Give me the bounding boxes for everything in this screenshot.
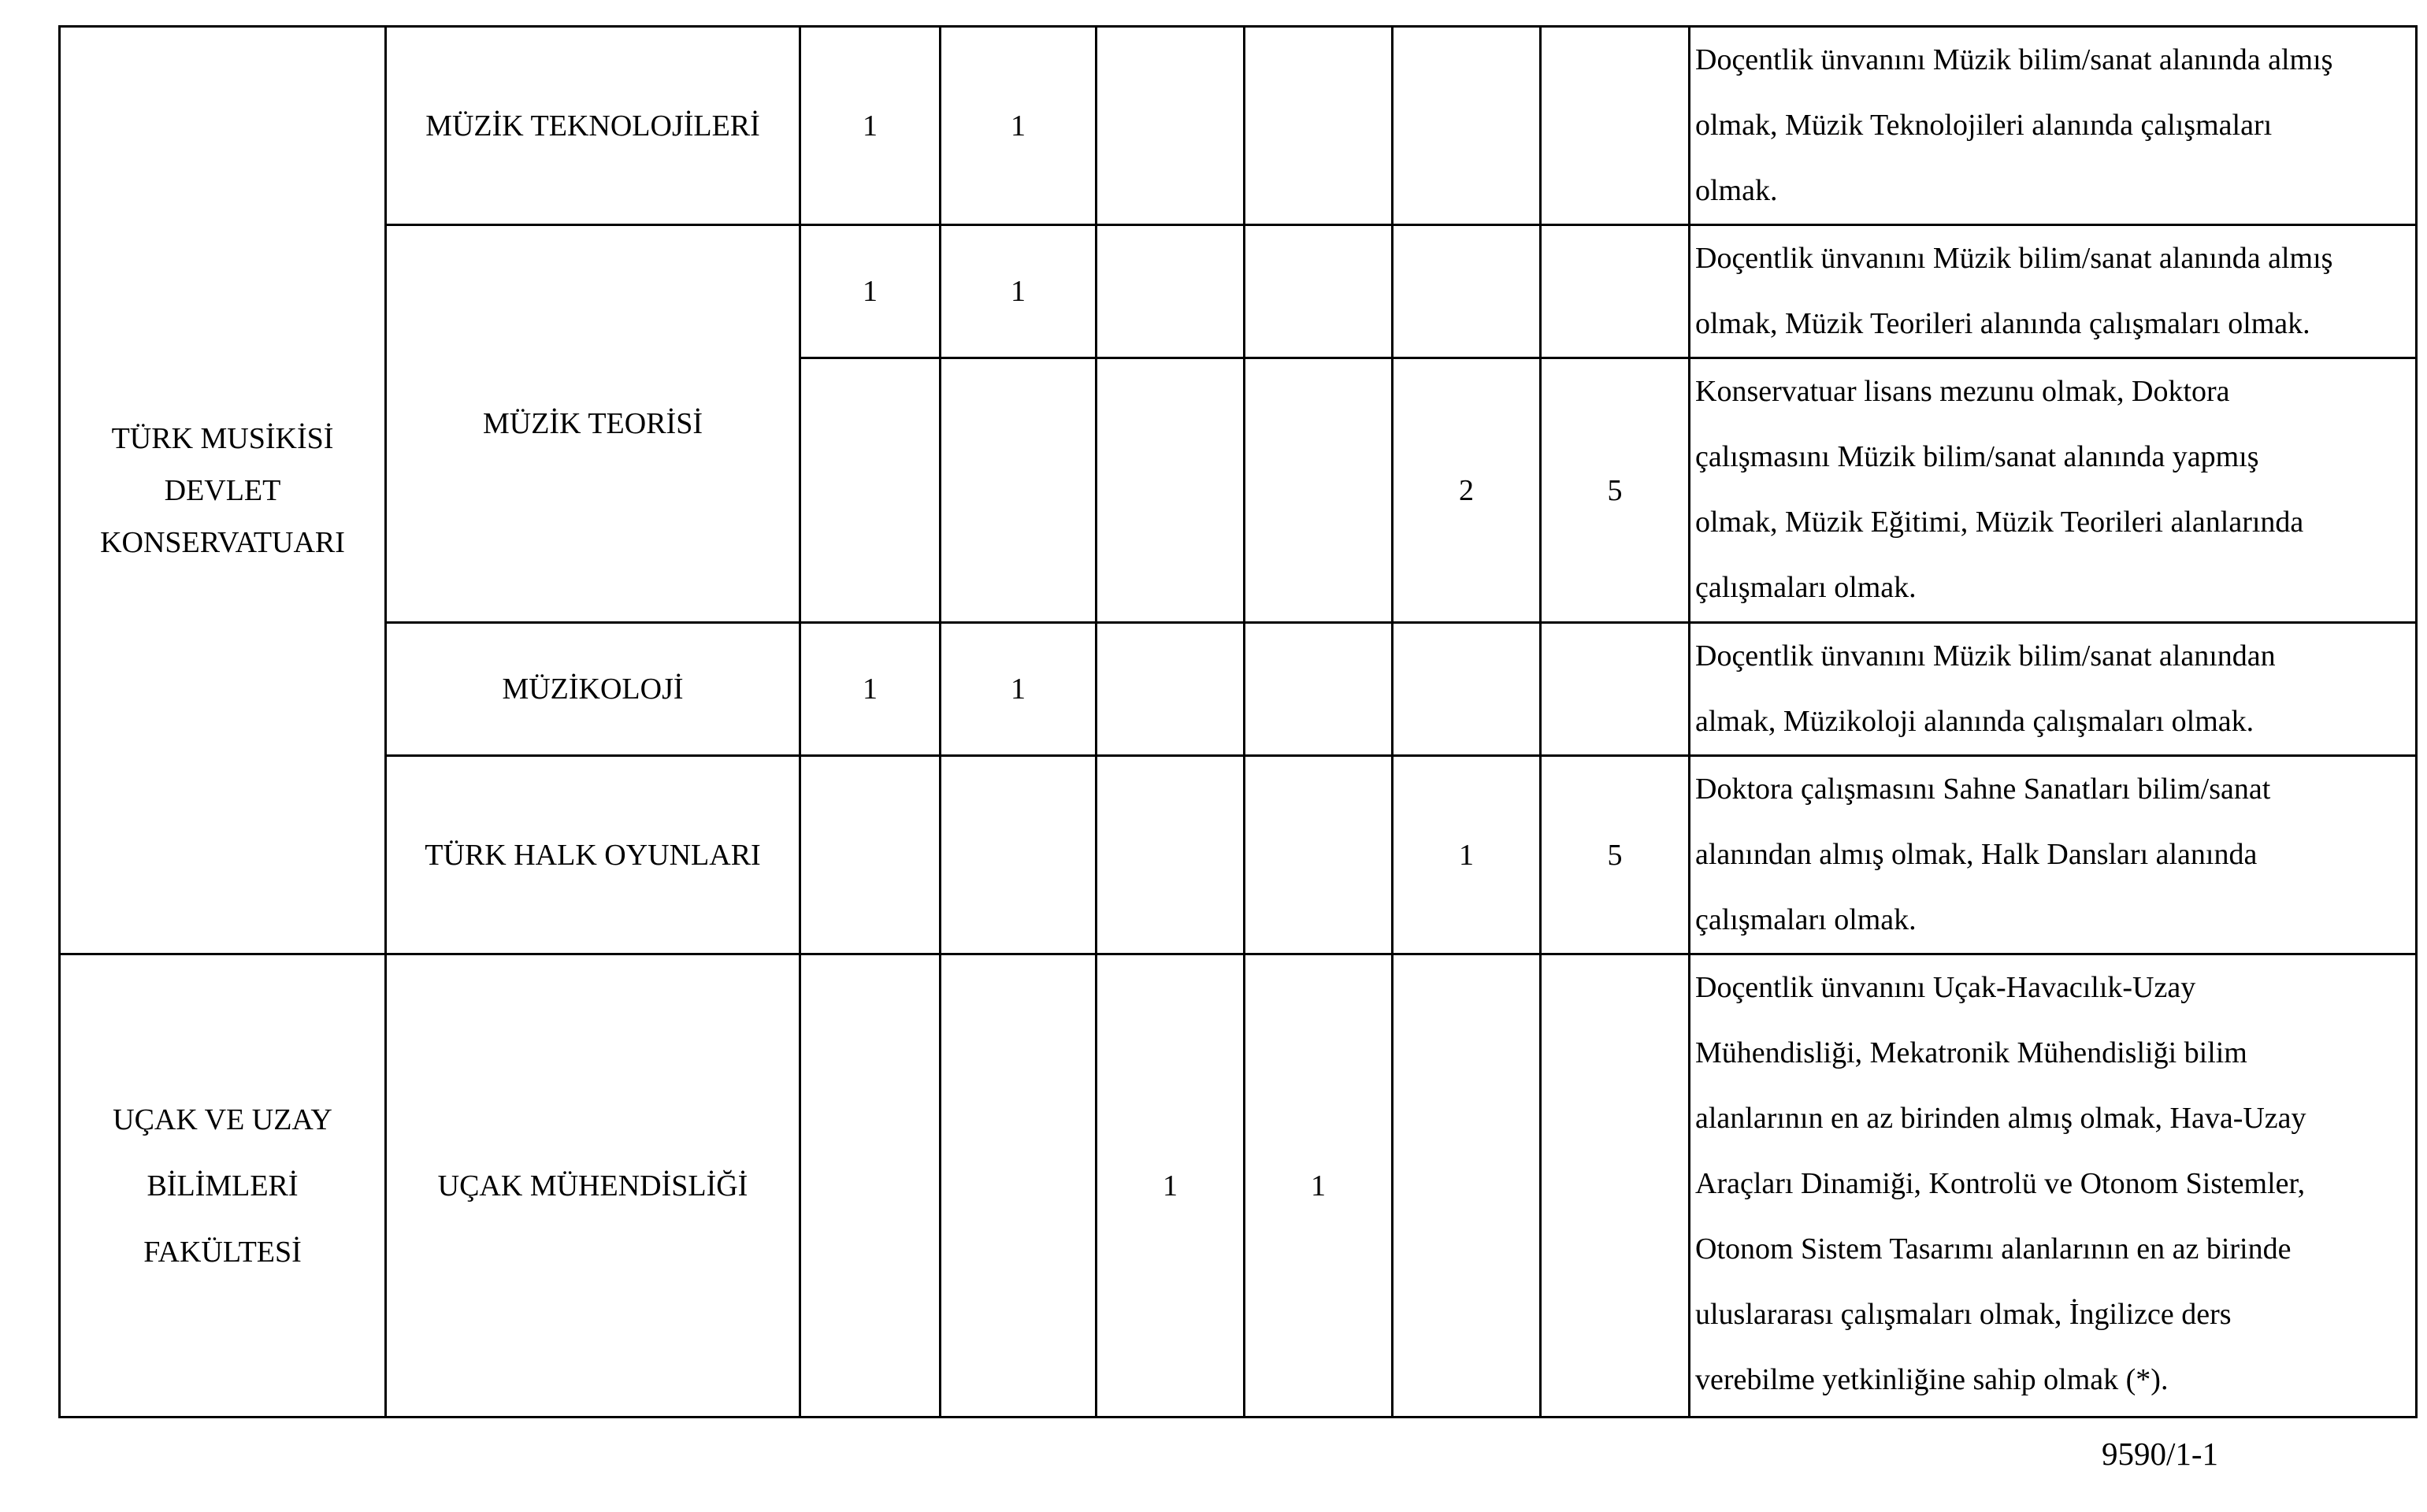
requirement-line: Doçentlik ünvanını Uçak-Havacılık-Uzay bbox=[1695, 971, 2196, 1004]
requirement-line: alanlarının en az birinden almış olmak, Hava-Uzay bbox=[1695, 1102, 2306, 1135]
unit-name-line: UÇAK VE UZAY bbox=[113, 1102, 332, 1136]
count-cell bbox=[1097, 225, 1245, 358]
count-cell bbox=[1097, 756, 1245, 954]
count-cell: 2 bbox=[1393, 358, 1541, 623]
count-cell bbox=[1393, 27, 1541, 225]
count-cell bbox=[941, 358, 1097, 623]
count-cell: 5 bbox=[1541, 756, 1690, 954]
requirement-line: uluslararası çalışmaları olmak, İngilizce ders bbox=[1695, 1298, 2232, 1331]
count-cell bbox=[1541, 623, 1690, 756]
count-cell: 1 bbox=[941, 623, 1097, 756]
count-cell bbox=[1097, 27, 1245, 225]
unit-name-line: TÜRK MUSİKİSİ bbox=[111, 421, 334, 455]
count-cell bbox=[1245, 27, 1393, 225]
unit-cell bbox=[60, 27, 386, 954]
requirement-line: Konservatuar lisans mezunu olmak, Doktora bbox=[1695, 375, 2230, 408]
count-cell: 5 bbox=[1541, 358, 1690, 623]
count-cell: 1 bbox=[941, 27, 1097, 225]
requirement-line: olmak, Müzik Teknolojileri alanında çalışmaları bbox=[1695, 109, 2273, 142]
count-cell: 1 bbox=[1393, 756, 1541, 954]
count-cell bbox=[1393, 623, 1541, 756]
count-cell bbox=[1541, 954, 1690, 1418]
requirement-line: Mühendisliği, Mekatronik Mühendisliği bilim bbox=[1695, 1036, 2247, 1069]
count-cell bbox=[1541, 225, 1690, 358]
count-cell bbox=[800, 756, 941, 954]
count-cell: 1 bbox=[800, 27, 941, 225]
department-cell: MÜZİK TEKNOLOJİLERİ bbox=[386, 27, 800, 225]
count-cell bbox=[800, 358, 941, 623]
table-row bbox=[60, 756, 2417, 954]
staff-positions-table bbox=[58, 25, 2418, 1418]
requirements-cell bbox=[1690, 954, 2417, 1418]
table-row bbox=[60, 623, 2417, 756]
department-cell: UÇAK MÜHENDİSLİĞİ bbox=[386, 954, 800, 1418]
requirements-cell bbox=[1690, 27, 2417, 225]
department-cell: TÜRK HALK OYUNLARI bbox=[386, 756, 800, 954]
requirements-cell bbox=[1690, 623, 2417, 756]
requirements-cell bbox=[1690, 756, 2417, 954]
document-reference-number: 9590/1-1 bbox=[2102, 1436, 2219, 1472]
table-row bbox=[60, 225, 2417, 358]
requirement-line: Doçentlik ünvanını Müzik bilim/sanat alanından bbox=[1695, 639, 2276, 673]
requirement-line: almak, Müzikoloji alanında çalışmaları olmak. bbox=[1695, 705, 2254, 738]
requirement-line: alanından almış olmak, Halk Dansları alanında bbox=[1695, 838, 2258, 871]
unit-name-line: DEVLET bbox=[164, 473, 281, 507]
count-cell: 1 bbox=[800, 623, 941, 756]
count-cell bbox=[941, 756, 1097, 954]
table-row bbox=[60, 954, 2417, 1418]
department-cell: MÜZİKOLOJİ bbox=[386, 623, 800, 756]
requirement-line: çalışmaları olmak. bbox=[1695, 571, 1917, 604]
requirement-line: olmak, Müzik Eğitimi, Müzik Teorileri alanlarında bbox=[1695, 506, 2304, 539]
count-cell bbox=[1245, 756, 1393, 954]
requirement-line: Doçentlik ünvanını Müzik bilim/sanat alanında almış bbox=[1695, 43, 2333, 76]
count-cell bbox=[1097, 623, 1245, 756]
department-cell: MÜZİK TEORİSİ bbox=[386, 225, 800, 623]
requirement-line: olmak, Müzik Teorileri alanında çalışmaları olmak. bbox=[1695, 307, 2310, 340]
count-cell bbox=[1097, 358, 1245, 623]
requirement-line: Otonom Sistem Tasarımı alanlarının en az birinde bbox=[1695, 1232, 2292, 1266]
requirement-line: Doktora çalışmasını Sahne Sanatları bilim/sanat bbox=[1695, 773, 2271, 806]
unit-cell bbox=[60, 954, 386, 1418]
requirements-cell bbox=[1690, 358, 2417, 623]
requirements-cell bbox=[1690, 225, 2417, 358]
requirement-line: verebilme yetkinliğine sahip olmak (*). bbox=[1695, 1363, 2169, 1396]
count-cell bbox=[1393, 225, 1541, 358]
count-cell bbox=[1541, 27, 1690, 225]
requirement-line: çalışmasını Müzik bilim/sanat alanında yapmış bbox=[1695, 440, 2259, 473]
count-cell bbox=[1245, 225, 1393, 358]
unit-name-line: BİLİMLERİ bbox=[147, 1169, 299, 1203]
requirement-line: olmak. bbox=[1695, 174, 1778, 207]
count-cell bbox=[941, 954, 1097, 1418]
count-cell: 1 bbox=[1245, 954, 1393, 1418]
count-cell bbox=[800, 954, 941, 1418]
count-cell bbox=[1393, 954, 1541, 1418]
requirement-line: Doçentlik ünvanını Müzik bilim/sanat alanında almış bbox=[1695, 242, 2333, 275]
count-cell bbox=[1245, 623, 1393, 756]
count-cell bbox=[1245, 358, 1393, 623]
table-row bbox=[60, 27, 2417, 225]
unit-name-line: FAKÜLTESİ bbox=[143, 1235, 302, 1269]
count-cell: 1 bbox=[800, 225, 941, 358]
requirement-line: çalışmaları olmak. bbox=[1695, 903, 1917, 936]
count-cell: 1 bbox=[941, 225, 1097, 358]
requirement-line: Araçları Dinamiği, Kontrolü ve Otonom Sistemler, bbox=[1695, 1167, 2306, 1200]
unit-name-line: KONSERVATUARI bbox=[100, 525, 345, 559]
count-cell: 1 bbox=[1097, 954, 1245, 1418]
